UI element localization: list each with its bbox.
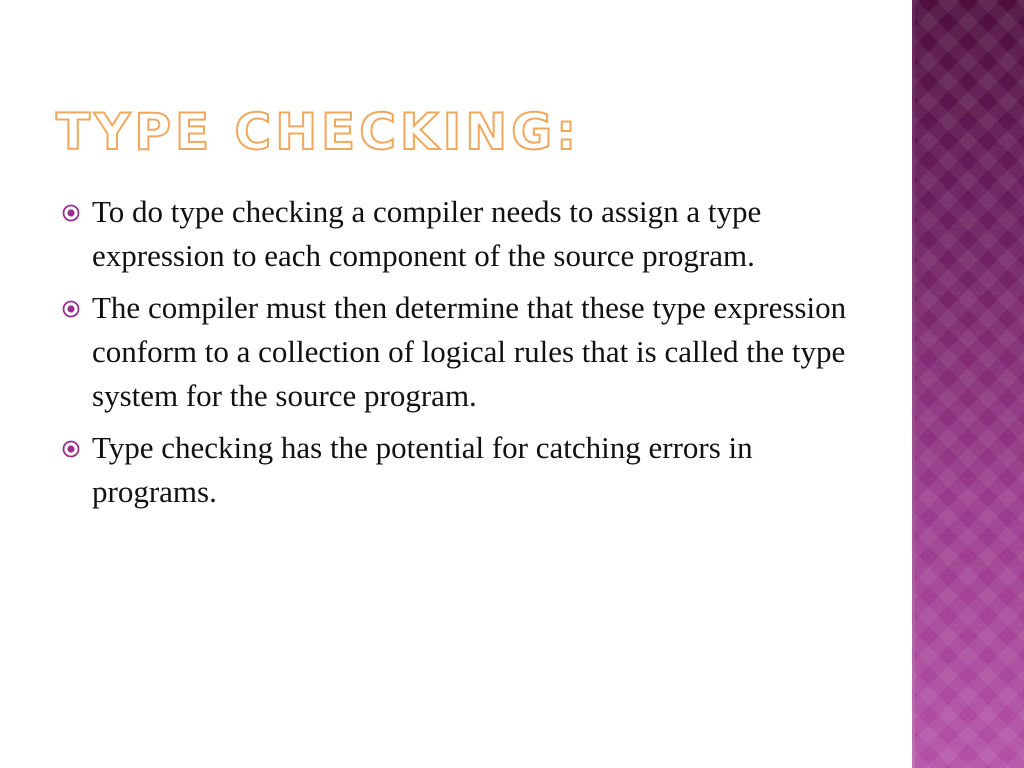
decorative-side-band — [912, 0, 1024, 768]
bullet-text: Type checking has the potential for catching errors in programs. — [92, 430, 753, 509]
bullet-item — [60, 190, 860, 278]
bullet-list — [60, 190, 860, 522]
circled-dot-bullet-icon — [62, 300, 80, 318]
circled-dot-bullet-icon — [62, 204, 80, 222]
side-band-edge — [912, 0, 915, 768]
bullet-item — [60, 286, 860, 418]
bullet-item — [60, 426, 860, 514]
slide-title: TYPE CHECKING: — [56, 103, 581, 161]
bullet-text: The compiler must then determine that these type expression conform to a collection of logical rules that is called the type system for the source program. — [92, 290, 847, 413]
circled-dot-bullet-icon — [62, 440, 80, 458]
bullet-text: To do type checking a compiler needs to assign a type expression to each component of the source program. — [92, 194, 762, 273]
